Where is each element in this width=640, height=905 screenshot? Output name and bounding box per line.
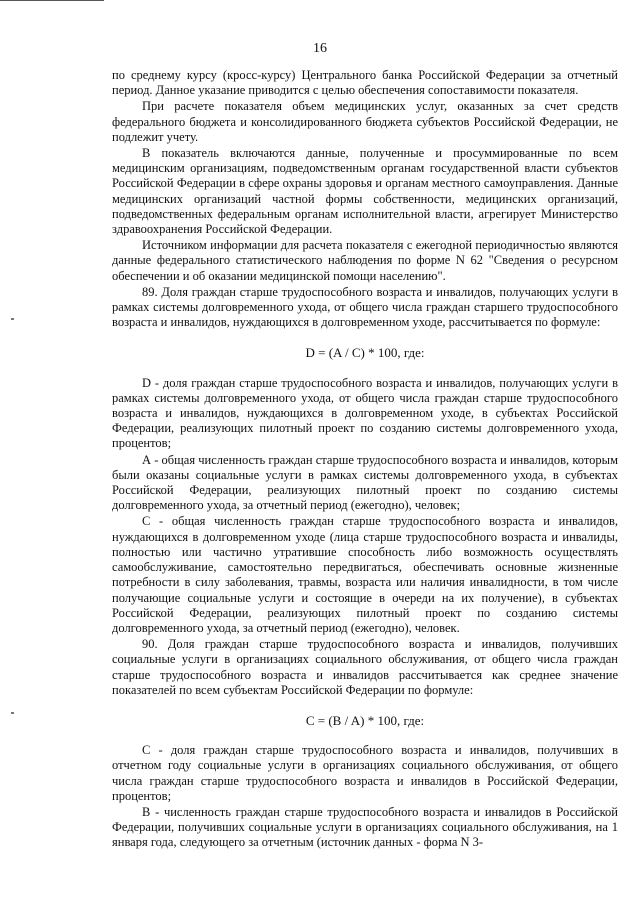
paragraph: При расчете показателя объем медицинских услуг, оказанных за счет средств федерального бюджета и консолидированного бюджета субъектов Российской Федерации, не подлежит учету. [112,99,618,144]
definition-a: А - общая численность граждан старше трудоспособного возраста и инвалидов, которым были оказаны социальные услуги в рамках системы долговременного ухода, в субъектах Российской Федерации, реализующих пилотный проект по созданию системы долговременного ухода, за отчетный период (ежегодно), человек; [112,452,618,513]
definition-b: В - численность граждан старше трудоспособного возраста и инвалидов в Российской Федерации, получивших социальные услуги в организациях социального обслуживания, на 1 января года, следующего за отчетным (источник данных - форма N 3- [112,804,618,850]
page-number: 16 [313,41,327,56]
scan-speck [11,318,14,320]
definition-d: D - доля граждан старше трудоспособного возраста и инвалидов, получающих услуги в рамках системы долговременного ухода, от общего числа граждан старше трудоспособного возраста и инвалидов, нуждающихся в долговременном уходе, в субъектах Российской Федерации, реализующих пилотный проект по созданию системы долговременного ухода, процентов; [112,375,618,451]
definition-c: С - общая численность граждан старше трудоспособного возраста и инвалидов, нуждающихся в долговременном уходе (лица старше трудоспособного возраста и инвалиды, полностью или частично утратившие способность либо возможность осуществлять самообслуживание, самостоятельно передвигаться, обеспечивать основные жизненные потребности в силу заболевания, травмы, возраста или наличия инвалидности, в том числе получающие социальные услуги и состоящие в очереди на их получение), в субъектах Российской Федерации, реализующих пилотный проект по созданию системы долговременного ухода, за отчетный период (ежегодно), человек. [112,514,618,635]
document-body [112,68,618,852]
scan-edge-line [0,0,104,1]
definition-c-share: С - доля граждан старше трудоспособного возраста и инвалидов, получивших в отчетном году социальные услуги в организациях социального обслуживания, от общего числа граждан старше трудоспособного возраста и инвалидов в Российской Федерации, процентов; [112,743,618,803]
paragraph: Источником информации для расчета показателя с ежегодной периодичностью являются данные федерального статистического наблюдения по форме N 62 "Сведения о ресурсном обеспечении и об оказании медицинской помощи населению". [112,238,618,283]
scan-speck [11,712,14,714]
formula-c: C = (B / A) * 100, где: [305,712,425,728]
paragraph-item-89: 89. Доля граждан старше трудоспособного возраста и инвалидов, получающих услуги в рамках системы долговременного ухода, от общего числа граждан старшего трудоспособного возраста и инвалидов, нуждающихся в долговременном уходе, рассчитывается по формуле: [112,284,618,330]
formula-d: D = (A / C) * 100, где: [305,345,425,361]
paragraph-item-90: 90. Доля граждан старше трудоспособного возраста и инвалидов, получивших социальные услуги в организациях социального обслуживания, от общего числа граждан старше трудоспособного возраста и инвалидов рассчитывается как среднее значение показателей по всем субъектам Российской Федерации по формуле: [112,637,618,697]
paragraph: по среднему курсу (кросс-курсу) Центрального банка Российской Федерации за отчетный период. Данное указание приводится с целью обеспечения сопоставимости показателя. [112,68,618,98]
paragraph: В показатель включаются данные, полученные и просуммированные по всем медицинским организациям, подведомственным органам государственной власти субъектов Российской Федерации в сфере охраны здоровья и органам местного самоуправления. Данные медицинских организаций частной формы собственности, медицинских организаций, подведомственных федеральным органам исполнительной власти, агрегирует Министерство здравоохранения Российской Федерации. [112,146,618,237]
